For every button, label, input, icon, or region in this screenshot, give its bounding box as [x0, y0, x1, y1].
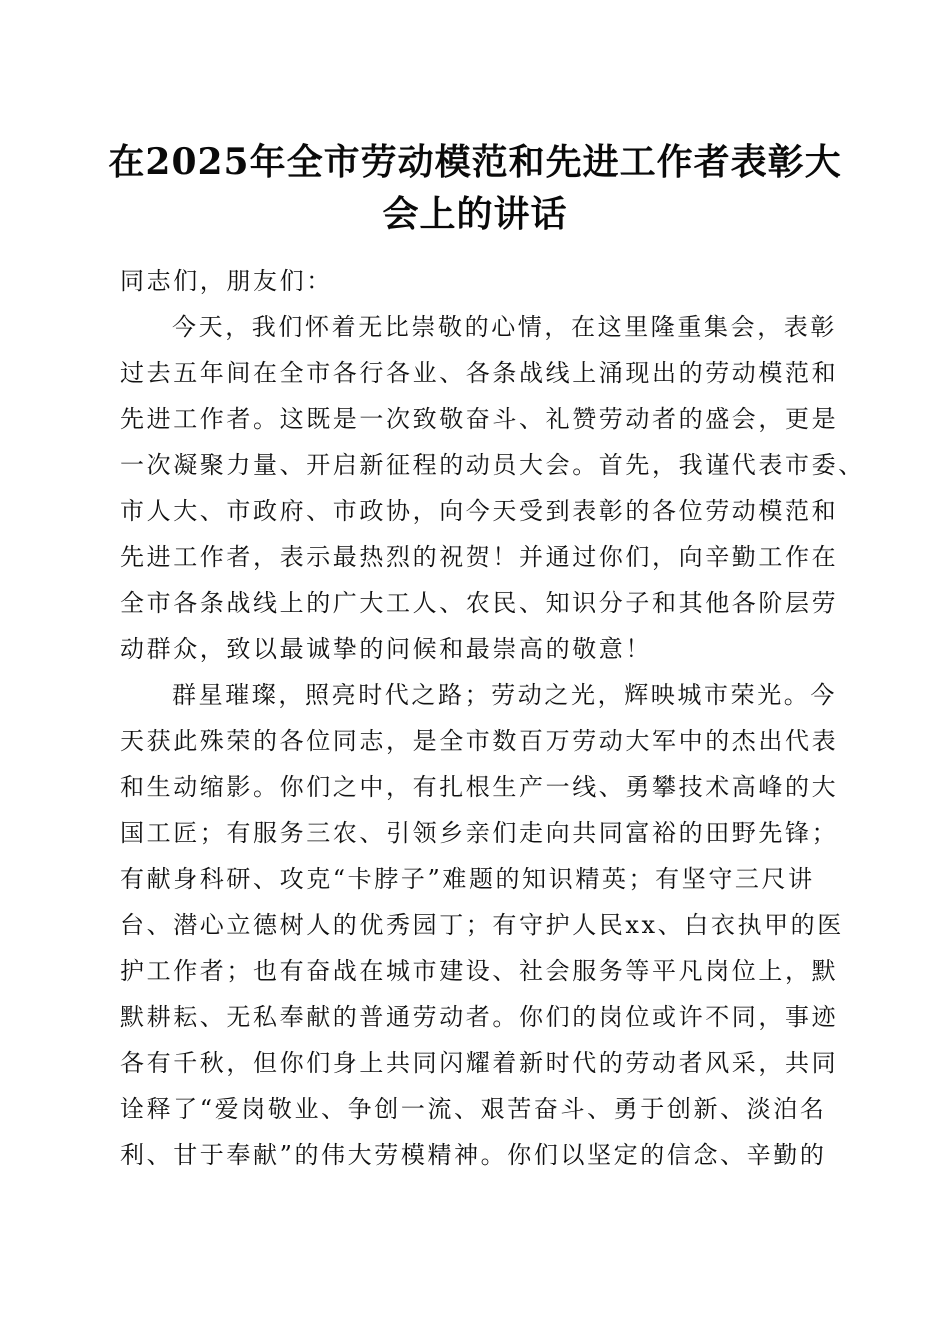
paragraph-line: 一次凝聚力量、开启新征程的动员大会。首先，我谨代表市委、: [120, 451, 865, 479]
title-line-1: 在2025年全市劳动模范和先进工作者表彰大: [108, 141, 842, 183]
paragraph-line: 台、潜心立德树人的优秀园丁；有守护人民xx、白衣执甲的医: [120, 911, 844, 939]
paragraph-line: 群星璀璨，照亮时代之路；劳动之光，辉映城市荣光。今: [172, 681, 837, 709]
paragraph-line: 护工作者；也有奋战在城市建设、社会服务等平凡岗位上，默: [120, 957, 839, 985]
paragraph-line: 全市各条战线上的广大工人、农民、知识分子和其他各阶层劳: [120, 589, 839, 617]
paragraph-line: 先进工作者，表示最热烈的祝贺！并通过你们，向辛勤工作在: [120, 543, 839, 571]
paragraph-line: 有献身科研、攻克“卡脖子”难题的知识精英；有坚守三尺讲: [120, 865, 815, 893]
paragraph-line: 国工匠；有服务三农、引领乡亲们走向共同富裕的田野先锋；: [120, 819, 839, 847]
paragraph-line: 默耕耘、无私奉献的普通劳动者。你们的岗位或许不同，事迹: [120, 1003, 839, 1031]
paragraph-line: 先进工作者。这既是一次致敬奋斗、礼赞劳动者的盛会，更是: [120, 405, 839, 433]
document-title: [100, 136, 850, 240]
paragraph-2: [120, 672, 844, 1178]
paragraph-line: 诠释了“爱岗敬业、争创一流、艰苦奋斗、勇于创新、淡泊名: [120, 1095, 827, 1123]
paragraph-line: 今天，我们怀着无比崇敬的心情，在这里隆重集会，表彰: [172, 313, 837, 341]
paragraph-line: 动群众，致以最诚挚的问候和最崇高的敬意！: [120, 635, 652, 663]
paragraph-1: [120, 304, 865, 672]
paragraph-line: 和生动缩影。你们之中，有扎根生产一线、勇攀技术高峰的大: [120, 773, 839, 801]
greeting: 同志们，朋友们：: [120, 267, 333, 295]
paragraph-line: 各有千秋，但你们身上共同闪耀着新时代的劳动者风采，共同: [120, 1049, 839, 1077]
title-line-2: 会上的讲话: [382, 193, 568, 235]
paragraph-line: 市人大、市政府、市政协，向今天受到表彰的各位劳动模范和: [120, 497, 839, 525]
paragraph-line: 利、甘于奉献”的伟大劳模精神。你们以坚定的信念、辛勤的: [120, 1141, 827, 1169]
speech-body: [120, 258, 865, 1178]
paragraph-line: 天获此殊荣的各位同志，是全市数百万劳动大军中的杰出代表: [120, 727, 839, 755]
paragraph-line: 过去五年间在全市各行各业、各条战线上涌现出的劳动模范和: [120, 359, 839, 387]
